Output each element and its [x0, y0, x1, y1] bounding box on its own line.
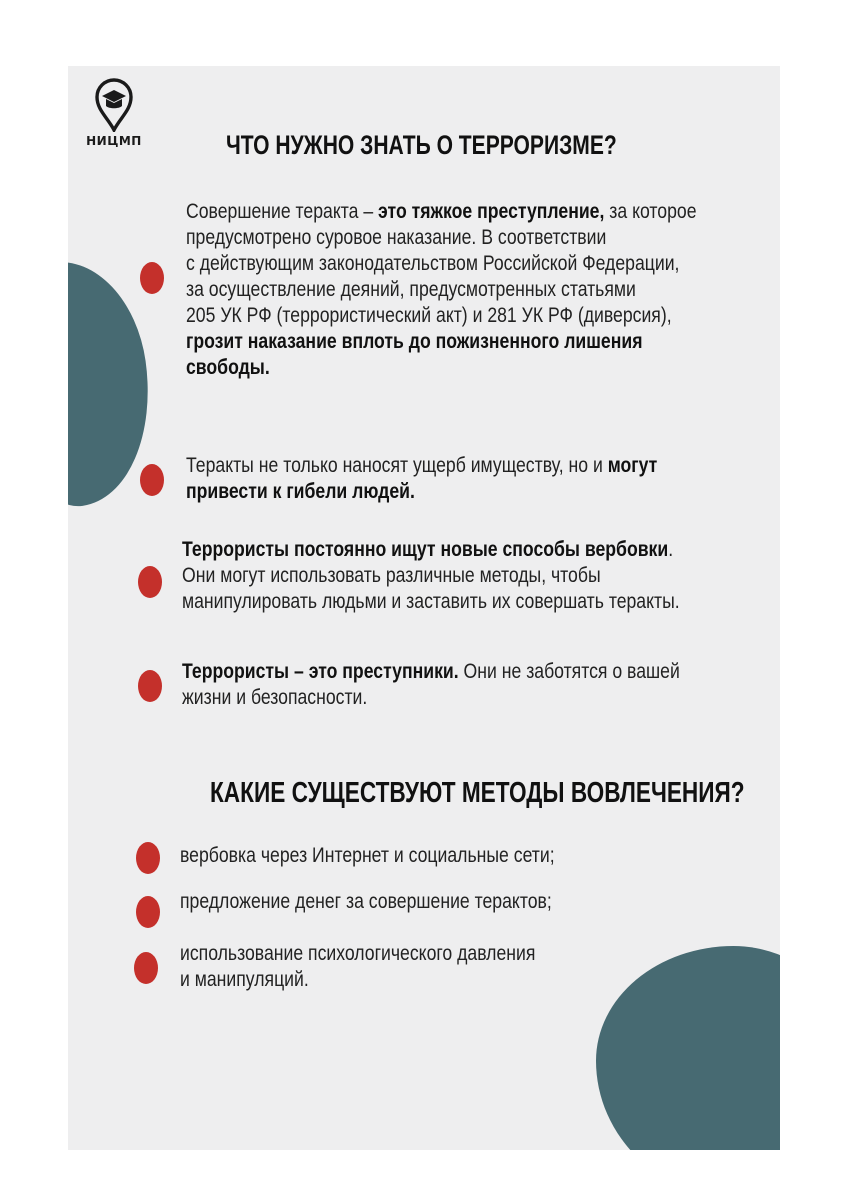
paragraph-crime-punishment: [186, 198, 697, 380]
text: предусмотрено суровое наказание. В соответствии: [186, 225, 607, 249]
text: Совершение теракта –: [186, 199, 379, 223]
list-item: [180, 940, 535, 992]
list-item: предложение денег за совершение терактов;: [180, 889, 552, 913]
text: с действующим законодательством Российской Федерации,: [186, 251, 680, 275]
bold-text: могут: [607, 453, 658, 477]
bullet-dot: [136, 896, 160, 928]
text: Они не заботятся о вашей: [458, 659, 680, 683]
bullet-dot: [136, 842, 160, 874]
paragraph-damage: [186, 452, 657, 504]
bullet-dot: [134, 952, 158, 984]
paragraph-recruitment: [182, 536, 680, 614]
bullet-dot: [138, 670, 162, 702]
text: 205 УК РФ (террористический акт) и 281 УК РФ (диверсия),: [186, 303, 672, 327]
bold-text: привести к гибели людей.: [186, 479, 415, 503]
logo: [82, 78, 146, 148]
list-item: вербовка через Интернет и социальные сети;: [180, 843, 555, 867]
text: жизни и безопасности.: [182, 685, 368, 709]
text: манипулировать людьми и заставить их совершать теракты.: [182, 589, 680, 613]
section-title-terrorism: ЧТО НУЖНО ЗНАТЬ О ТЕРРОРИЗМЕ?: [226, 130, 617, 160]
bullet-dot: [140, 262, 164, 294]
bold-text: это тяжкое преступление,: [378, 199, 605, 223]
text: использование психологического давления: [180, 941, 536, 965]
location-pin-graduation-cap-icon: [94, 78, 134, 132]
bold-text: грозит наказание вплоть до пожизненного лишения: [186, 329, 643, 353]
bold-text: Террористы – это преступники.: [182, 659, 459, 683]
text: Они могут использовать различные методы, чтобы: [182, 563, 601, 587]
text: за осуществление деяний, предусмотренных статьями: [186, 277, 636, 301]
bold-text: Террористы постоянно ищут новые способы вербовки: [182, 537, 669, 561]
text: за которое: [604, 199, 697, 223]
text: .: [668, 537, 674, 561]
section-title-methods: КАКИЕ СУЩЕСТВУЮТ МЕТОДЫ ВОВЛЕЧЕНИЯ?: [210, 777, 745, 809]
bullet-dot: [138, 566, 162, 598]
leaflet-page: [68, 66, 780, 1150]
bullet-dot: [140, 464, 164, 496]
text: Теракты не только наносят ущерб имуществу, но и: [186, 453, 608, 477]
paragraph-criminals: [182, 658, 680, 710]
decorative-blob-right: [596, 946, 780, 1150]
bold-text: свободы.: [186, 355, 270, 379]
logo-text: НИЦМП: [86, 134, 142, 148]
text: и манипуляций.: [180, 967, 309, 991]
